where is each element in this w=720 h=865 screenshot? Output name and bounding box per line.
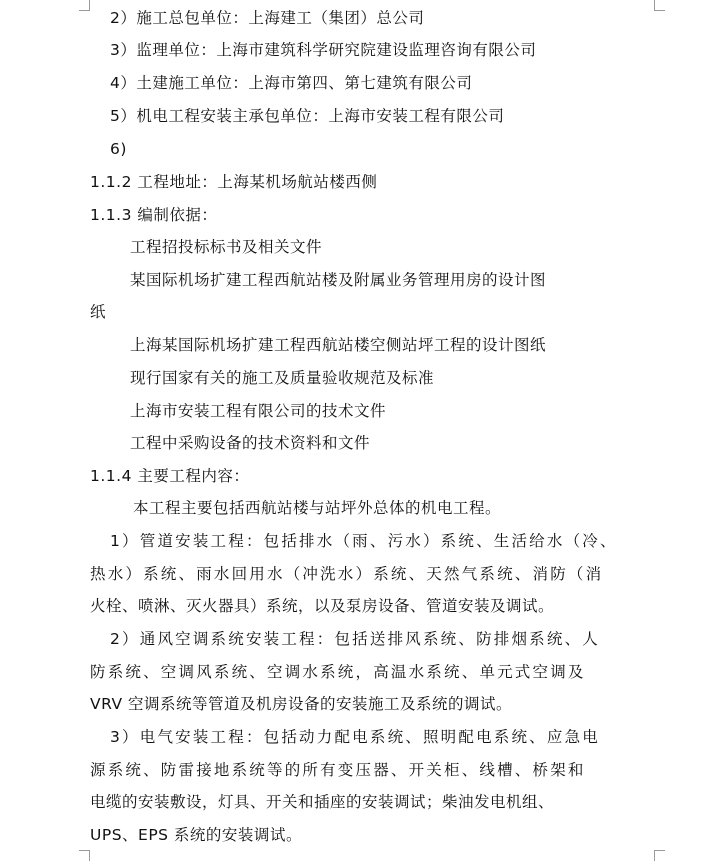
basis-item: 现行国家有关的施工及质量验收规范及标准 — [130, 369, 435, 387]
basis-item: 工程中采购设备的技术资料和文件 — [130, 434, 371, 452]
basis-item: 上海某国际机场扩建工程西航站楼空侧站坪工程的设计图纸 — [130, 336, 547, 354]
scope-electrical-line: UPS、EPS 系统的安装调试。 — [90, 826, 302, 844]
section-1-1-3-heading: 1.1.3 编制依据： — [90, 206, 218, 224]
contractor-line-3: 3）监理单位：上海市建筑科学研究院建设监理咨询有限公司 — [110, 41, 537, 59]
scope-piping-line: 火栓、喷淋、灭火器具）系统，以及泵房设备、管道安装及调试。 — [90, 597, 555, 615]
scope-hvac-line: 2）通风空调系统安装工程：包括送排风系统、防排烟系统、人 — [110, 630, 600, 648]
crop-mark-bottom-left — [79, 850, 90, 861]
scope-hvac-line: 防系统、空调风系统、空调水系统，高温水系统、单元式空调及 — [90, 663, 586, 681]
scope-piping-line: 热水）系统、雨水回用水（冲洗水）系统、天然气系统、消防（消 — [90, 565, 604, 583]
crop-mark-top-left — [79, 0, 90, 11]
contractor-line-4: 4）土建施工单位：上海市第四、第七建筑有限公司 — [110, 74, 473, 92]
crop-mark-top-right — [654, 0, 665, 11]
contractor-line-5: 5）机电工程安装主承包单位：上海市安装工程有限公司 — [110, 107, 505, 125]
scope-electrical-line: 源系统、防雷接地系统等的所有变压器、开关柜、线槽、桥架和 — [90, 761, 586, 779]
scope-hvac-line: VRV 空调系统等管道及机房设备的安装施工及系统的调试。 — [90, 695, 513, 713]
contractor-line-6: 6) — [110, 140, 127, 158]
section-1-1-4-heading: 1.1.4 主要工程内容： — [90, 467, 250, 485]
scope-electrical-line: 电缆的安装敷设，灯具、开关和插座的安装调试；柴油发电机组、 — [90, 793, 555, 811]
scope-piping-line: 1）管道安装工程：包括排水（雨、污水）系统、生活给水（冷、 — [110, 532, 618, 550]
basis-item: 上海市安装工程有限公司的技术文件 — [130, 402, 387, 420]
section-1-1-2-heading: 1.1.2 工程地址：上海某机场航站楼西侧 — [90, 173, 378, 191]
contractor-line-2: 2）施工总包单位：上海建工（集团）总公司 — [110, 9, 425, 27]
scope-intro: 本工程主要包括西航站楼与站坪外总体的机电工程。 — [133, 499, 502, 517]
crop-mark-bottom-right — [654, 850, 665, 861]
basis-item: 工程招投标标书及相关文件 — [130, 238, 323, 256]
scope-electrical-line: 3）电气安装工程：包括动力配电系统、照明配电系统、应急电 — [110, 728, 600, 746]
basis-item: 某国际机场扩建工程西航站楼及附属业务管理用房的设计图 — [130, 271, 547, 289]
basis-item-continuation: 纸 — [90, 303, 107, 321]
